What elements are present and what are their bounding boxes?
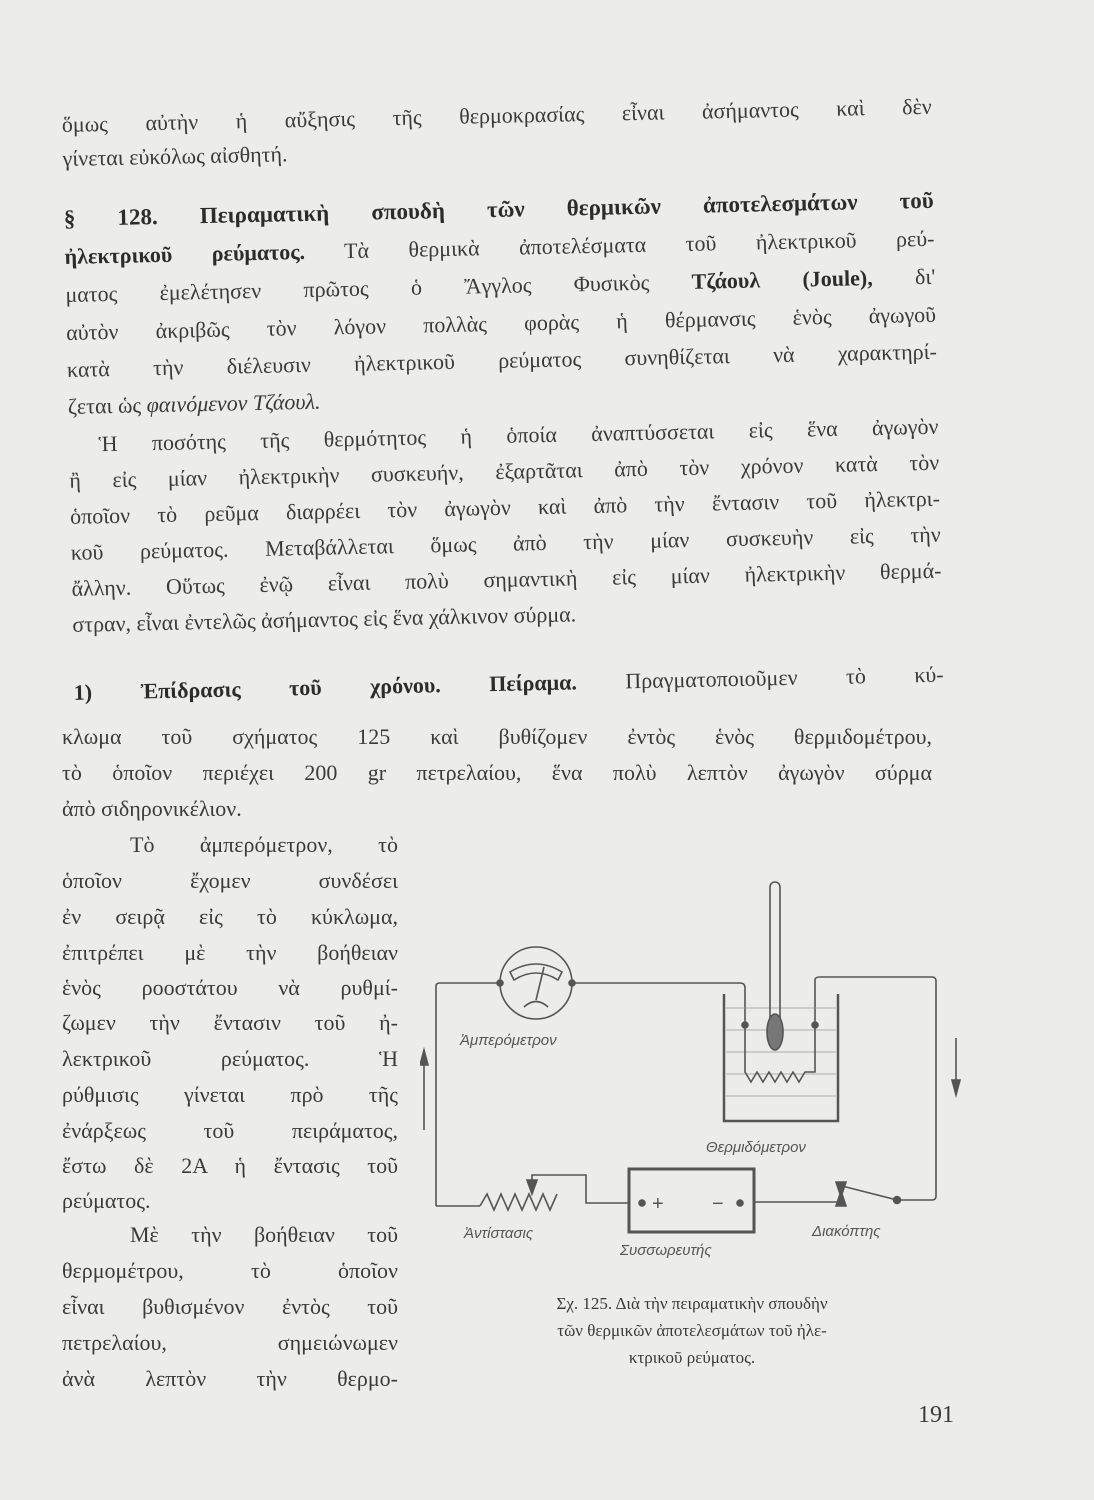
battery-icon xyxy=(629,1169,754,1232)
text-line: κοῦ ρεύματος. Μεταβάλλεται ὅμως ἀπὸ τὴν μίαν συσκευὴν εἰς τὴν xyxy=(70,521,941,565)
text-line: αὐτὸν ἀκριβῶς τὸν λόγον πολλὰς φορὰς ἡ θέρμανσις ἑνὸς ἀγωγοῦ xyxy=(65,301,937,345)
text-line: ἀπὸ σιδηρονικέλιον. xyxy=(62,796,242,821)
text-line: γίνεται εὐκόλως αἰσθητή. xyxy=(62,141,288,171)
ammeter-icon xyxy=(497,947,575,1019)
text-line: ἄλλην. Οὕτως ἐνῷ εἶναι πολὺ σημαντικὴ εἰς μίαν ἠλεκτρικὴν θερμά- xyxy=(71,557,942,601)
text-line: κλωμα τοῦ σχήματος 125 καὶ βυθίζομεν ἐντὸς ἑνὸς θερμιδομέτρου, xyxy=(62,724,932,749)
column-text-line: Μὲ τὴν βοήθειαν τοῦ xyxy=(130,1222,398,1247)
text-line: κατὰ τὴν διέλευσιν ἠλεκτρικοῦ ρεύματος συνηθίζεται νὰ χαρακτηρί- xyxy=(66,338,938,382)
experiment-heading: 1) Ἐπίδρασις τοῦ χρόνου. Πείραμα. xyxy=(73,669,578,705)
resistor-label: Ἀντίστασις xyxy=(464,1225,534,1242)
page-body xyxy=(0,0,1094,705)
figure-caption-line: κτρικοῦ ρεύματος. xyxy=(628,1348,756,1367)
figure-caption-line: τῶν θερμικῶν ἀποτελεσμάτων τοῦ ἠλε- xyxy=(557,1321,827,1340)
column-text-line: θερμομέτρου, τὸ ὁποῖον xyxy=(62,1258,398,1283)
wires xyxy=(436,977,936,1206)
calorimeter-label: Θερμιδόμετρον xyxy=(706,1139,806,1156)
figure-caption-line: Σχ. 125. Διὰ τὴν πειραματικὴν σπουδὴν xyxy=(556,1294,828,1313)
column-text-line: ρεύματος. xyxy=(62,1188,151,1213)
battery-label: Συσσωρευτής xyxy=(620,1242,712,1259)
column-text-line: ἐνάρξεως τοῦ πειράματος, xyxy=(62,1118,398,1143)
text-line: στραν, εἶναι ἐντελῶς ἀσήμαντος εἰς ἕνα χάλκινον σύρμα. xyxy=(72,601,577,637)
text-line xyxy=(64,226,934,270)
text-line: τὸ ὁποῖον περιέχει 200 gr πετρελαίου, ἕνα πολὺ λεπτὸν ἀγωγὸν σύρμα xyxy=(62,760,932,785)
text-line: ἢ εἰς μίαν ἠλεκτρικὴν συσκευήν, ἐξαρτᾶται ἀπὸ τὸν χρόνον κατὰ τὸν xyxy=(69,449,940,493)
column-text-line: Τὸ ἀμπερόμετρον, τὸ xyxy=(130,832,398,857)
column-text-line: ἀνὰ λεπτὸν τὴν θερμο- xyxy=(62,1366,398,1391)
column-text-line: ὁποῖον ἔχομεν συνδέσει xyxy=(62,868,398,893)
text-line: ὅμως αὐτὴν ἡ αὔξησις τῆς θερμοκρασίας εἶναι ἀσήμαντος καὶ δὲν xyxy=(61,93,932,137)
column-text-line: ρύθμισις γίνεται πρὸ τῆς xyxy=(62,1082,398,1107)
text-span: ματος ἐμελέτησεν πρῶτος ὁ Ἄγγλος Φυσικὸς xyxy=(65,269,650,307)
ammeter-label: Ἀμπερόμετρον xyxy=(460,1032,557,1049)
section-heading-cont: ἠλεκτρικοῦ ρεύματος. xyxy=(64,238,306,269)
circuit-diagram xyxy=(420,860,980,1260)
column-text-line: ἐπιτρέπει μὲ τὴν βοήθειαν xyxy=(62,940,398,965)
section-heading: § 128. Πειραματικὴ σπουδὴ τῶν θερμικῶν ἀποτελεσμάτων τοῦ xyxy=(63,187,934,231)
text-line: ὁποῖον τὸ ρεῦμα διαρρέει τὸν ἀγωγὸν καὶ ἀπὸ τὴν ἔντασιν τοῦ ἠλεκτρι- xyxy=(69,485,941,529)
switch-label: Διακόπτης xyxy=(812,1223,881,1240)
column-text-line: ἑνὸς ροοστάτου νὰ ρυθμί- xyxy=(62,975,398,1000)
text-span: δι' xyxy=(914,263,936,290)
minus-sign: − xyxy=(712,1193,724,1215)
text-span: Πραγματοποιοῦμεν τὸ κύ- xyxy=(625,661,944,694)
calorimeter-icon xyxy=(724,882,838,1121)
plus-sign: + xyxy=(652,1193,664,1215)
column-text-line: ζωμεν τὴν ἔντασιν τοῦ ἠ- xyxy=(62,1010,398,1035)
switch-icon xyxy=(836,1182,901,1206)
column-text-line: πετρελαίου, σημειώνωμεν xyxy=(62,1330,398,1355)
page-number: 191 xyxy=(918,1402,954,1428)
text-line xyxy=(65,264,935,308)
italic-term: φαινόμενον Τζάουλ. xyxy=(146,388,321,418)
text-span: ζεται ὡς xyxy=(67,392,142,419)
column-text-line: ἔστω δὲ 2Α ἡ ἔντασις τοῦ xyxy=(62,1153,398,1178)
current-arrow-icons xyxy=(420,1038,960,1130)
text-line: Ἡ ποσότης τῆς θερμότητος ἡ ὁποία ἀναπτύσσεται εἰς ἕνα ἀγωγὸν xyxy=(98,413,939,457)
bold-name: Τζάουλ (Joule), xyxy=(691,265,873,294)
text-span: Τὰ θερμικὰ ἀποτελέσματα τοῦ ἠλεκτρικοῦ ρεύ- xyxy=(343,225,935,264)
resistor-icon xyxy=(480,1180,557,1210)
text-line xyxy=(68,389,321,420)
column-text-line: εἶναι βυθισμένον ἐντὸς τοῦ xyxy=(62,1294,398,1319)
column-text-line: λεκτρικοῦ ρεύματος. Ἡ xyxy=(62,1046,398,1071)
column-text-line: ἐν σειρᾷ εἰς τὸ κύκλωμα, xyxy=(62,904,398,929)
text-line xyxy=(74,662,944,706)
